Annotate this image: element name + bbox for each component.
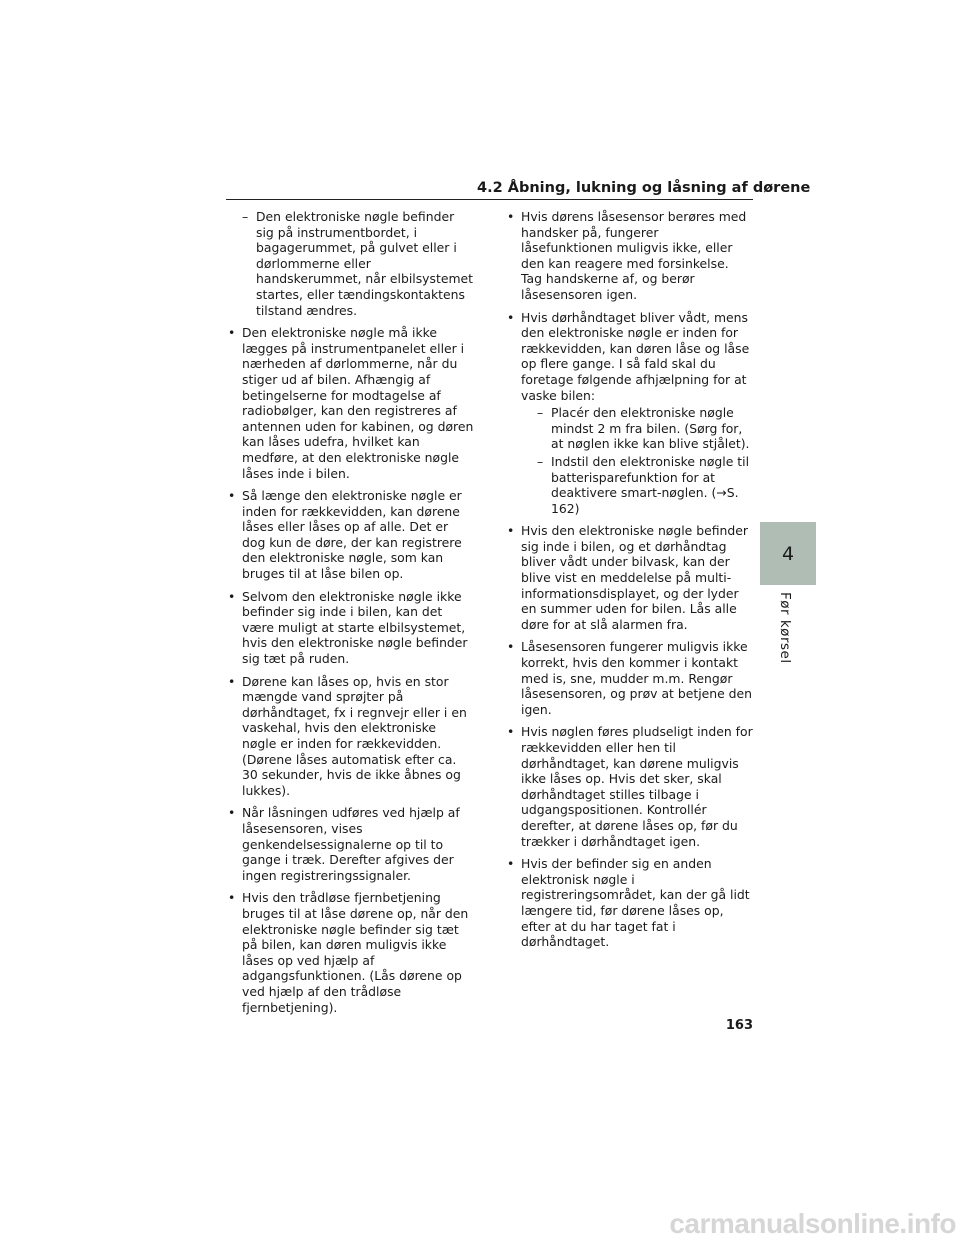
list-subitem: – Den elektroniske nøgle befinder sig på instrumentbordet, i bagagerummet, på gulvet eller i dørlommerne eller handskerummet, når elbilsystemet startes, eller tændingskontaktens tilstand ændres. (228, 209, 474, 318)
chapter-label: Før kørsel (777, 592, 793, 664)
list-item: • Hvis den trådløse fjernbetjening bruges til at låse dørene op, når den elektroniske nøgle befinder sig tæt på bilen, kan døren muligvis ikke låses op ved hjælp af adgangsfunktionen. (Lås dørene op ved hjælp af den trådløse fjernbetjening). (228, 890, 474, 1015)
left-column (228, 209, 474, 1022)
list-item: • Når låsningen udføres ved hjælp af låsesensoren, vises genkendelsessignalerne op til to gange i træk. Derefter afgives der ingen registreringssignaler. (228, 805, 474, 883)
list-item: • Så længe den elektroniske nøgle er inden for rækkevidden, kan dørene låses eller låses op af alle. Det er dog kun de døre, der kan registrere den elektroniske nøgle, som kan bruges til at låse bilen op. (228, 488, 474, 582)
list-item-text: • Hvis dørhåndtaget bliver vådt, mens den elektroniske nøgle er inden for rækkevidden, kan døren låse og låse op flere gange. I så fald skal du foretage følgende afhjælpning for at vaske bilen: (521, 309, 750, 403)
list-item: • Selvom den elektroniske nøgle ikke befinder sig inde i bilen, kan det være muligt at starte elbilsystemet, hvis den elektroniske nøgle befinder sig tæt på ruden. (228, 589, 474, 667)
list-subitem: – Placér den elektroniske nøgle mindst 2 m fra bilen. (Sørg for, at nøglen ikke kan blive stjålet). (521, 405, 753, 452)
chapter-number: 4 (781, 542, 795, 565)
list-subitem: – Indstil den elektroniske nøgle til batterisparefunktion for at deaktivere smart-nøglen. (→S. 162) (521, 454, 753, 516)
list-item: • Hvis dørens låsesensor berøres med handsker på, fungerer låsefunktionen muligvis ikke, eller den kan reagere med forsinkelse. Tag handskerne af, og berør låsesensoren igen. (507, 209, 753, 303)
right-column (507, 209, 753, 957)
page-number: 163 (725, 1018, 753, 1033)
section-header: 4.2 Åbning, lukning og låsning af dørene (477, 180, 811, 196)
watermark: carmanualsonline.info (669, 1208, 956, 1239)
list-item: • Dørene kan låses op, hvis en stor mængde vand sprøjter på dørhåndtaget, fx i regnvejr eller i en vaskehal, hvis den elektroniske nøgle er inden for rækkevidden. (Dørene låses automatisk efter ca. 30 sekunder, hvis de ikke åbnes og lukkes). (228, 674, 474, 799)
sub-list (521, 405, 753, 516)
chapter-tab (760, 522, 816, 585)
list-item: • Hvis den elektroniske nøgle befinder sig inde i bilen, og et dørhåndtag bliver vådt under bilvask, kan der blive vist en meddelelse på multi-informationsdisplayet, og der lyder en summer uden for bilen. Lås alle døre for at slå alarmen fra. (507, 523, 753, 632)
list-item: • Den elektroniske nøgle må ikke lægges på instrumentpanelet eller i nærheden af dørlommerne, når du stiger ud af bilen. Afhængig af betingelserne for modtagelse af radiobølger, kan den registreres af antennen uden for kabinen, og døren kan låses udefra, hvilket kan medføre, at den elektroniske nøgle låses inde i bilen. (228, 325, 474, 481)
list-item: • Hvis nøglen føres pludseligt inden for rækkevidden eller hen til dørhåndtaget, kan dørene muligvis ikke låses op. Hvis det sker, skal dørhåndtaget stilles tilbage i udgangspositionen. Kontrollér derefter, at dørene låses op, før du trækker i dørhåndtaget igen. (507, 724, 753, 849)
list-item: • Låsesensoren fungerer muligvis ikke korrekt, hvis den kommer i kontakt med is, sne, mudder m.m. Rengør låsesensoren, og prøv at betjene den igen. (507, 639, 753, 717)
list-item: • Hvis der befinder sig en anden elektronisk nøgle i registreringsområdet, kan der gå lidt længere tid, før dørene låses op, efter at du har taget fat i dørhåndtaget. (507, 856, 753, 950)
header-divider (226, 199, 753, 200)
list-item-with-subitems (507, 310, 753, 517)
